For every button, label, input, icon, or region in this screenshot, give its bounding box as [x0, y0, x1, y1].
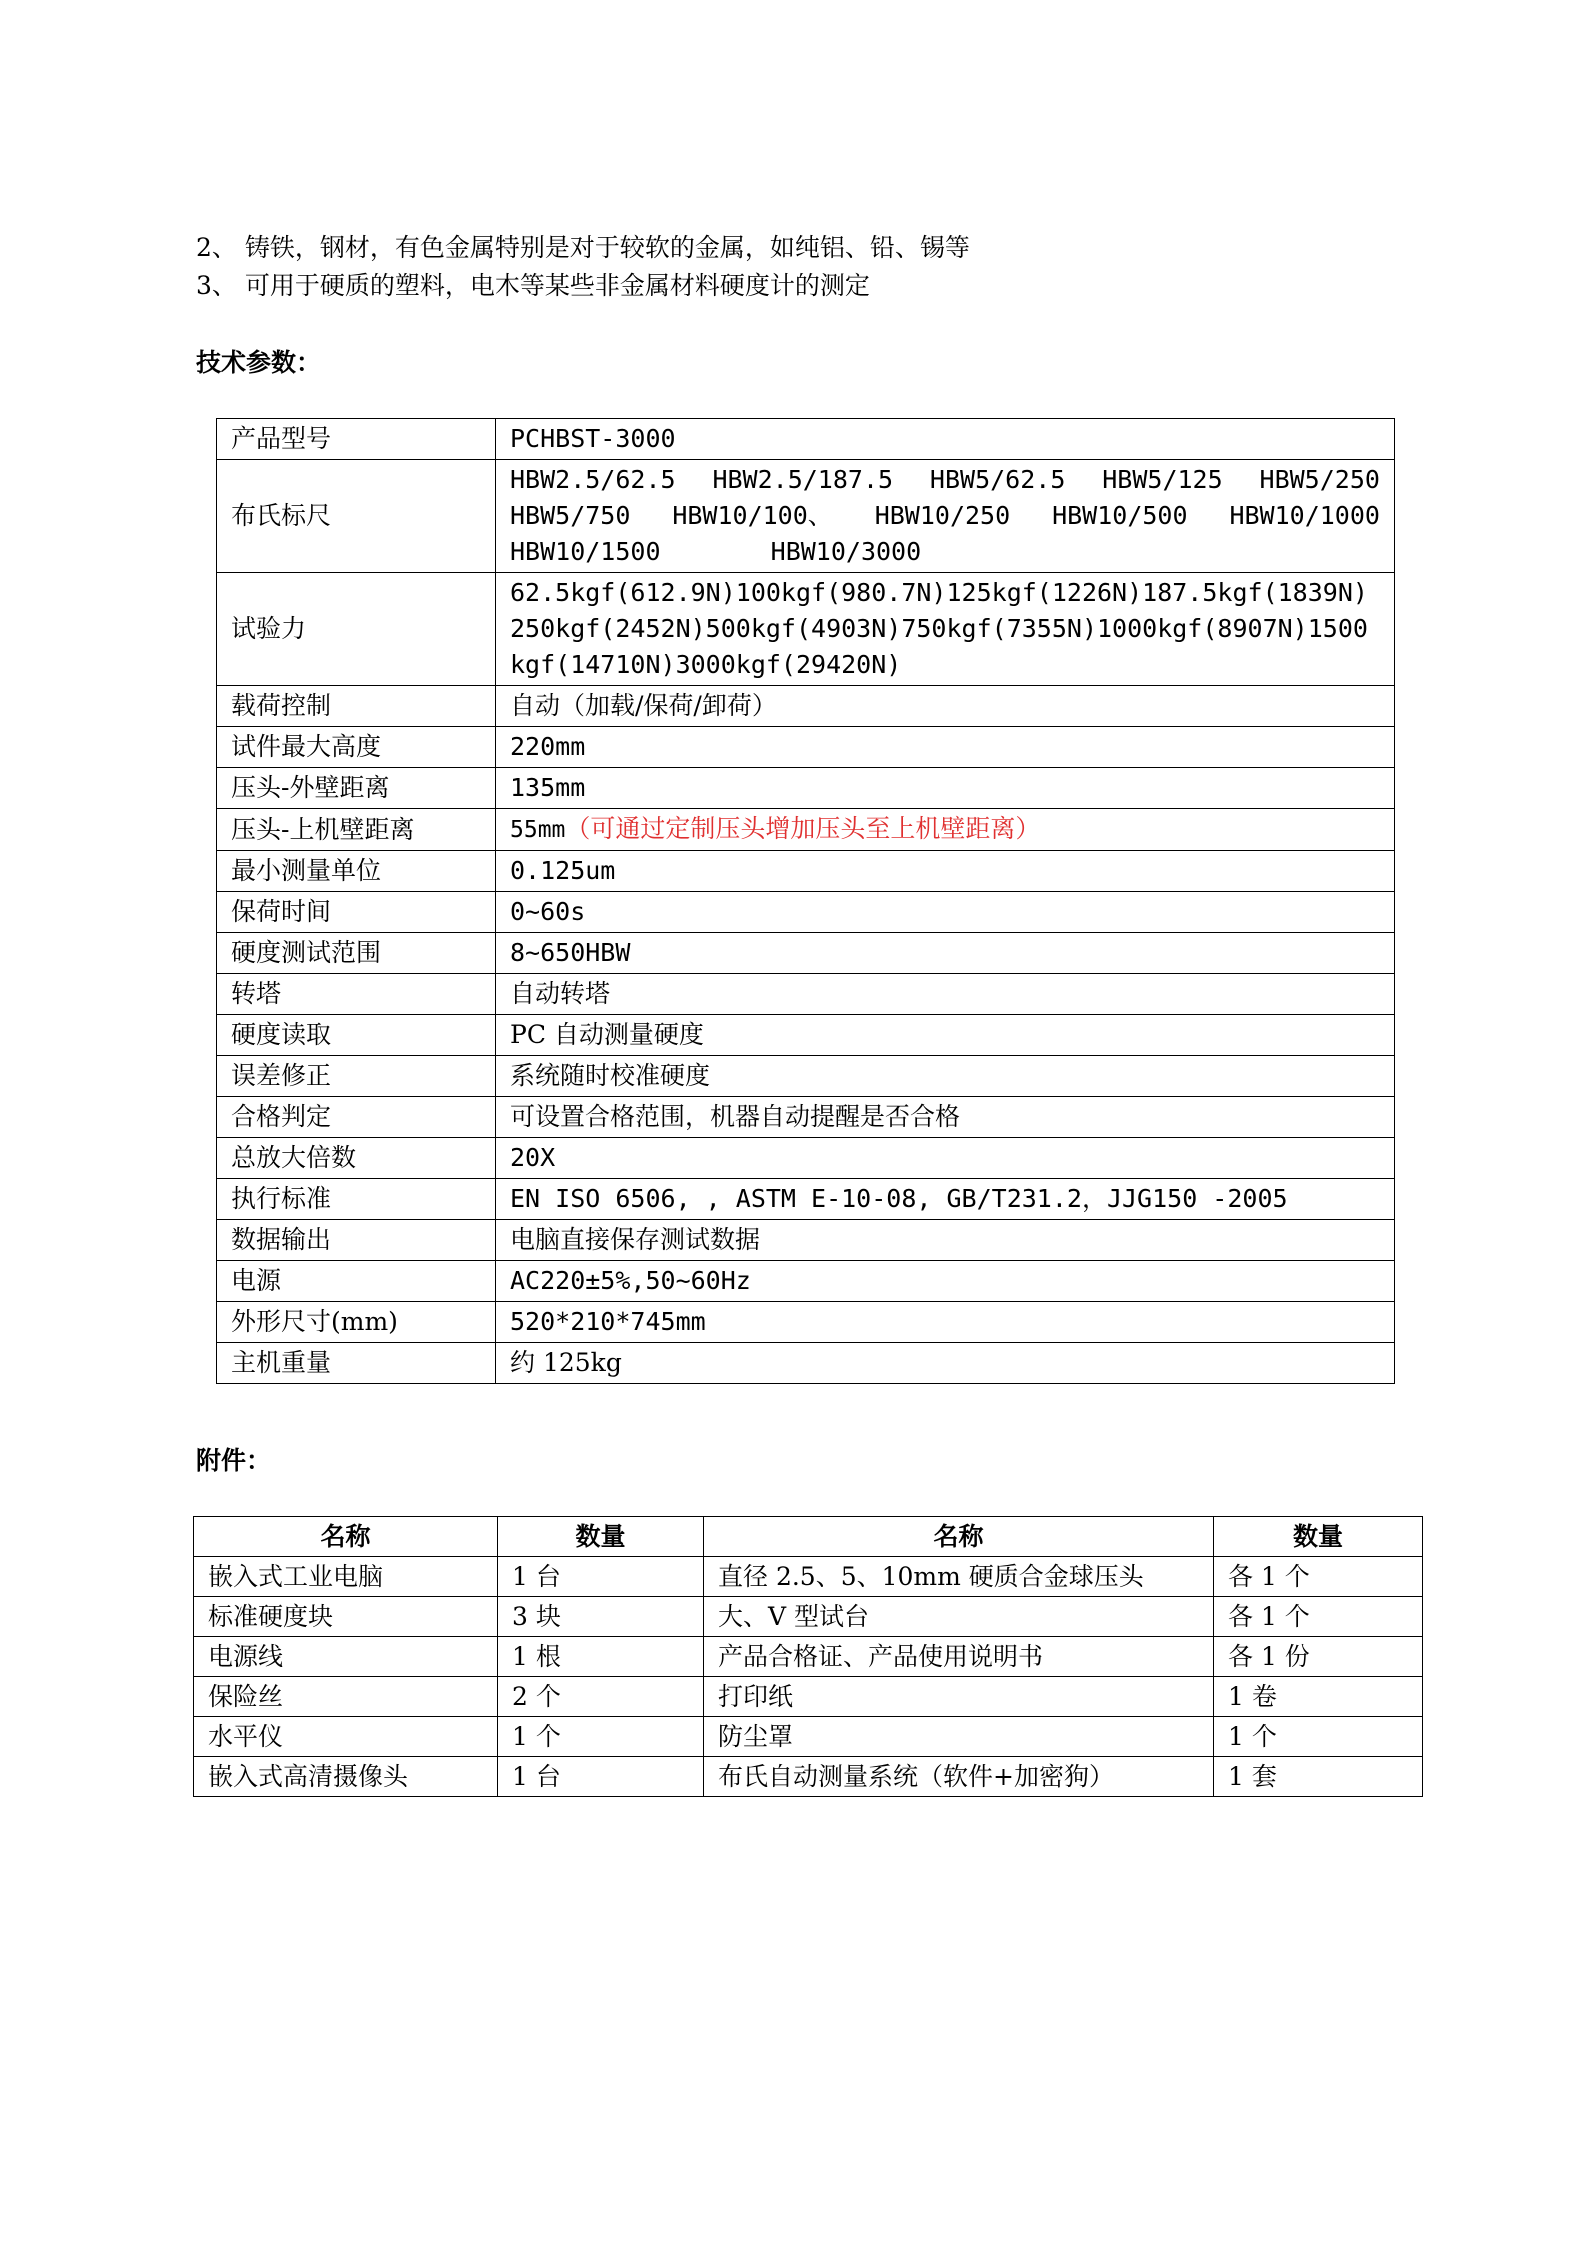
spec-value-std: EN ISO 6506, , ASTM E-10-08, GB/T231.2，JJG150 -2005: [496, 1179, 1395, 1220]
spec-table: [216, 418, 1395, 1384]
table-row: [194, 1757, 1423, 1797]
scale-item: HBW10/1000: [1229, 501, 1380, 530]
spec-label-unit: 最小测量单位: [217, 851, 496, 892]
acc-cell: 3 块: [498, 1597, 704, 1637]
spec-label-judge: 合格判定: [217, 1097, 496, 1138]
spec-value-model: PCHBST-3000: [496, 419, 1395, 460]
scale-item: HBW5/750: [510, 501, 631, 530]
spec-value-power: AC220±5%,50~60Hz: [496, 1261, 1395, 1302]
table-row: [217, 1302, 1395, 1343]
spec-label-turret: 转塔: [217, 974, 496, 1015]
acc-cell: 打印纸: [704, 1677, 1214, 1717]
spec-value-judge: 可设置合格范围，机器自动提醒是否合格: [496, 1097, 1395, 1138]
table-row: [217, 768, 1395, 809]
table-row: [217, 974, 1395, 1015]
table-row: [217, 1138, 1395, 1179]
table-row: [194, 1717, 1423, 1757]
acc-cell: 大、V 型试台: [704, 1597, 1214, 1637]
scale-item: HBW10/3000: [770, 537, 922, 566]
column-header-name: 名称: [704, 1517, 1214, 1557]
spec-value-size: 520*210*745mm: [496, 1302, 1395, 1343]
scale-item: HBW10/250: [874, 501, 1011, 530]
acc-cell: 保险丝: [194, 1677, 498, 1717]
scale-item: HBW2.5/62.5: [510, 465, 676, 494]
table-row: [217, 727, 1395, 768]
table-row: [217, 460, 1395, 573]
acc-cell: 布氏自动测量系统（软件+加密狗）: [704, 1757, 1214, 1797]
acc-cell: 各 1 个: [1214, 1557, 1423, 1597]
upper-distance-note: （可通过定制压头增加压头至上机壁距离）: [565, 814, 1041, 843]
acc-cell: 1 根: [498, 1637, 704, 1677]
acc-cell: 1 个: [1214, 1717, 1423, 1757]
accessories-table: [193, 1516, 1423, 1797]
spec-value-mag: 20X: [496, 1138, 1395, 1179]
upper-distance-value: 55mm: [510, 817, 566, 843]
scale-item: HBW10/1500: [510, 537, 661, 566]
spec-value-force: 62.5kgf(612.9N)100kgf(980.7N)125kgf(1226N)187.5kgf(1839N)250kgf(2452N)500kgf(4903N)750kgf(7355N)1000kgf(8907N)1500kgf(14710N)3000kgf(29420N): [496, 573, 1395, 686]
acc-cell: 防尘罩: [704, 1717, 1214, 1757]
spec-label-hold: 保荷时间: [217, 892, 496, 933]
spec-value-hold: 0~60s: [496, 892, 1395, 933]
acc-cell: 1 台: [498, 1557, 704, 1597]
spec-value-load: 自动（加载/保荷/卸荷）: [496, 686, 1395, 727]
spec-label-error: 误差修正: [217, 1056, 496, 1097]
spec-value-error: 系统随时校准硬度: [496, 1056, 1395, 1097]
spec-label-height: 试件最大高度: [217, 727, 496, 768]
table-row: [217, 1343, 1395, 1384]
spec-label-outer: 压头-外壁距离: [217, 768, 496, 809]
spec-value-weight: 约 125kg: [496, 1343, 1395, 1384]
acc-cell: 产品合格证、产品使用说明书: [704, 1637, 1214, 1677]
column-header-qty: 数量: [498, 1517, 704, 1557]
spec-label-load: 载荷控制: [217, 686, 496, 727]
acc-cell: 2 个: [498, 1677, 704, 1717]
acc-cell: 1 台: [498, 1757, 704, 1797]
acc-cell: 嵌入式工业电脑: [194, 1557, 498, 1597]
table-row: [217, 809, 1395, 851]
table-row: [217, 851, 1395, 892]
table-row: [194, 1557, 1423, 1597]
intro-line-2: 2、 铸铁，钢材，有色金属特别是对于较软的金属，如纯铝、铅、锡等: [196, 233, 970, 262]
table-row: [217, 892, 1395, 933]
scale-row-3: [510, 534, 1380, 570]
accessories-heading: 附件：: [196, 1446, 272, 1475]
scale-item: HBW5/250: [1259, 465, 1380, 494]
spec-value-scale: [496, 460, 1395, 573]
acc-cell: 各 1 份: [1214, 1637, 1423, 1677]
table-row: [217, 1015, 1395, 1056]
acc-cell: 1 卷: [1214, 1677, 1423, 1717]
spec-label-size: 外形尺寸(mm): [217, 1302, 496, 1343]
table-row: [217, 419, 1395, 460]
table-row: [217, 1179, 1395, 1220]
acc-cell: 水平仪: [194, 1717, 498, 1757]
scale-item: HBW2.5/187.5: [712, 465, 894, 494]
spec-label-scale: 布氏标尺: [217, 460, 496, 573]
spec-label-read: 硬度读取: [217, 1015, 496, 1056]
spec-value-height: 220mm: [496, 727, 1395, 768]
spec-value-range: 8~650HBW: [496, 933, 1395, 974]
spec-label-model: 产品型号: [217, 419, 496, 460]
scale-row-2: [510, 498, 1380, 534]
spec-label-power: 电源: [217, 1261, 496, 1302]
acc-cell: 标准硬度块: [194, 1597, 498, 1637]
spec-label-mag: 总放大倍数: [217, 1138, 496, 1179]
spec-value-upper: [496, 809, 1395, 851]
table-row: [217, 933, 1395, 974]
spec-value-read: PC 自动测量硬度: [496, 1015, 1395, 1056]
acc-cell: 1 个: [498, 1717, 704, 1757]
intro-line-3: 3、 可用于硬质的塑料，电木等某些非金属材料硬度计的测定: [196, 271, 870, 300]
spec-label-force: 试验力: [217, 573, 496, 686]
spec-label-range: 硬度测试范围: [217, 933, 496, 974]
table-row: [194, 1677, 1423, 1717]
scale-item: HBW10/100、: [672, 501, 833, 530]
acc-cell: 各 1 个: [1214, 1597, 1423, 1637]
spec-value-unit: 0.125um: [496, 851, 1395, 892]
scale-item: HBW5/62.5: [929, 465, 1066, 494]
table-row: [217, 1261, 1395, 1302]
spec-label-output: 数据输出: [217, 1220, 496, 1261]
table-row: [194, 1597, 1423, 1637]
acc-cell: 直径 2.5、5、10mm 硬质合金球压头: [704, 1557, 1214, 1597]
spec-label-std: 执行标准: [217, 1179, 496, 1220]
scale-row-1: [510, 462, 1380, 498]
spec-value-outer: 135mm: [496, 768, 1395, 809]
column-header-name: 名称: [194, 1517, 498, 1557]
table-header-row: [194, 1517, 1423, 1557]
acc-cell: 电源线: [194, 1637, 498, 1677]
spec-label-upper: 压头-上机壁距离: [217, 809, 496, 851]
acc-cell: 1 套: [1214, 1757, 1423, 1797]
scale-item: HBW10/500: [1052, 501, 1188, 530]
table-row: [217, 1056, 1395, 1097]
table-row: [217, 1220, 1395, 1261]
table-row: [217, 1097, 1395, 1138]
spec-value-turret: 自动转塔: [496, 974, 1395, 1015]
table-row: [217, 686, 1395, 727]
scale-item: HBW5/125: [1102, 465, 1223, 494]
table-row: [194, 1637, 1423, 1677]
spec-label-weight: 主机重量: [217, 1343, 496, 1384]
column-header-qty: 数量: [1214, 1517, 1423, 1557]
spec-heading: 技术参数：: [196, 348, 322, 377]
table-row: [217, 573, 1395, 686]
spec-value-output: 电脑直接保存测试数据: [496, 1220, 1395, 1261]
acc-cell: 嵌入式高清摄像头: [194, 1757, 498, 1797]
